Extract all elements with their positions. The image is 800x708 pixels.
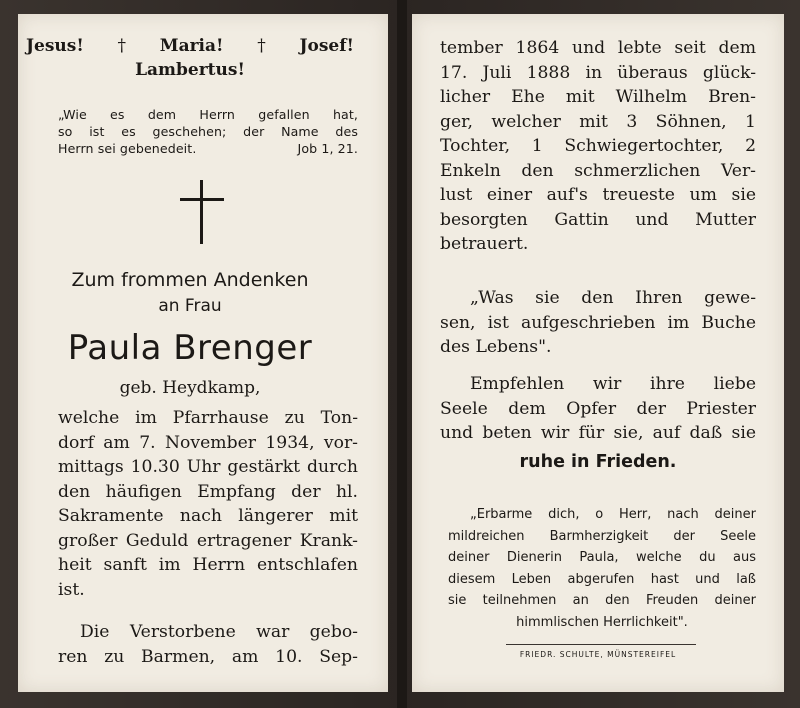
text-line: den häufigen Empfang der hl. (58, 481, 358, 502)
dagger-icon: † (257, 36, 266, 56)
biography-paragraph-continued (440, 36, 756, 257)
quote-last-line (58, 140, 358, 157)
divider-rule (506, 644, 696, 645)
memorial-sub: an Frau (158, 296, 222, 316)
invocation-maria: Maria! (159, 36, 224, 56)
rest-in-peace-line: ruhe in Frieden. (519, 452, 677, 472)
memorial-heading-block (20, 266, 360, 318)
quote-line: „Wie es dem Herrn gefallen hat, (58, 107, 358, 122)
memorial-heading: Zum frommen Andenken (71, 269, 309, 291)
text-line: dorf am 7. November 1934, vor- (58, 432, 358, 453)
prayer-line: diesem Leben abgerufen hast und laß (448, 571, 756, 587)
text-line: heit sanft im Herrn entschlafen (58, 555, 358, 575)
text-line: betrauert. (440, 234, 529, 254)
cross-icon (180, 180, 224, 246)
text-line: Enkeln den schmerzlichen Ver- (440, 160, 756, 181)
birth-name: geb. Heydkamp, (119, 378, 261, 398)
text-line: ger, welcher mit 3 Söhnen, 1 (440, 111, 756, 132)
prayer-line: sie teilnehmen an den Freuden deiner (448, 593, 756, 608)
fold-spine (397, 0, 407, 708)
prayer-line: himmlischen Herrlichkeit". (516, 614, 688, 630)
recommendation-paragraph (440, 372, 756, 446)
invocation-josef: Josef! (299, 36, 354, 56)
text-line: Empfehlen wir ihre liebe (470, 374, 756, 394)
text-line: licher Ehe mit Wilhelm Bren- (440, 87, 756, 107)
prayer-line: mildreichen Barmherzigkeit der Seele (448, 528, 756, 544)
prayer-line: „Erbarme dich, o Herr, nach deiner (470, 507, 756, 522)
quote-reference: Job 1, 21. (297, 141, 358, 156)
dagger-icon: † (117, 36, 127, 56)
text-line: ist. (58, 579, 85, 600)
text-line: großer Geduld ertragener Krank- (58, 530, 358, 551)
bible-quote (58, 106, 358, 157)
quote-line: so ist es geschehen; der Name des (58, 124, 358, 139)
invocation-lambertus: Lambertus! (135, 60, 245, 80)
text-line: des Lebens". (440, 337, 552, 357)
biography-paragraph-start (58, 620, 358, 669)
prayer-line: deiner Dienerin Paula, welche du aus (448, 550, 756, 565)
text-line: „Was sie den Ihren gewe- (470, 288, 756, 308)
text-line: welche im Pfarrhause zu Ton- (58, 408, 358, 428)
text-line: Tochter, 1 Schwiegertochter, 2 (440, 136, 756, 156)
text-line: Die Verstorbene war gebo- (80, 622, 358, 642)
text-line: besorgten Gattin und Mutter (440, 209, 756, 230)
text-line: ren zu Barmen, am 10. Sep- (58, 646, 358, 667)
text-line: sen, ist aufgeschrieben im Buche (440, 312, 756, 333)
text-line: und beten wir für sie, auf daß sie (440, 423, 756, 443)
book-of-life-paragraph (440, 286, 756, 360)
text-line: tember 1864 und lebte seit dem (440, 38, 756, 58)
text-line: Sakramente nach längerer mit (58, 506, 358, 526)
quote-line: Herrn sei gebenedeit. (58, 141, 197, 156)
invocation-jesus: Jesus! (26, 36, 84, 56)
prayer-block (448, 504, 756, 633)
text-line: 17. Juli 1888 in überaus glück- (440, 62, 756, 83)
text-line: mittags 10.30 Uhr gestärkt durch (58, 457, 358, 477)
invocation-header (20, 34, 360, 82)
text-line: Seele dem Opfer der Priester (440, 398, 756, 419)
text-line: lust einer auf's treueste um sie (440, 185, 756, 205)
death-notice-paragraph (58, 406, 358, 602)
printer-imprint: FRIEDR. SCHULTE, MÜNSTEREIFEL (519, 650, 677, 659)
deceased-name: Paula Brenger (67, 328, 313, 368)
